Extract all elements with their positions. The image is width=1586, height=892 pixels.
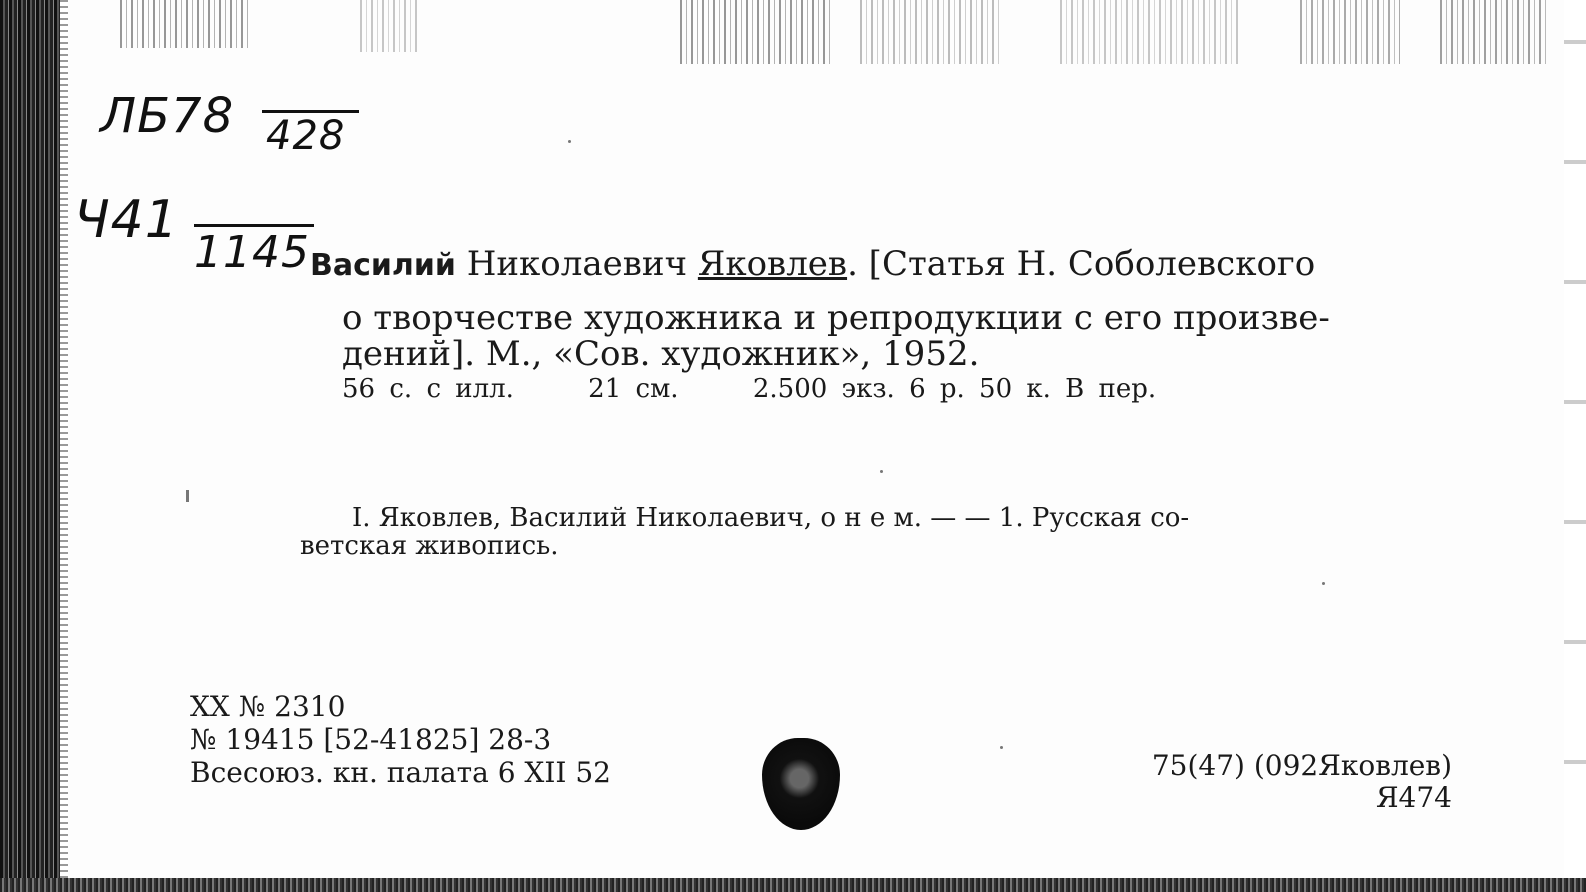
scan-noise	[360, 0, 420, 52]
scan-noise	[1440, 0, 1550, 64]
scan-border-left	[0, 0, 62, 892]
scan-speck	[1322, 582, 1325, 585]
scan-speck	[186, 490, 189, 502]
scan-speck	[880, 470, 883, 473]
scan-noise	[1300, 0, 1400, 64]
pagination: 56 с. с илл.	[342, 374, 514, 404]
ink-blot-stamp	[762, 738, 840, 830]
scan-border-right	[1564, 0, 1586, 892]
registration-number: XX № 2310	[190, 690, 346, 723]
chamber-date: Всесоюз. кн. палата 6 XII 52	[190, 756, 611, 789]
subject-tracings	[300, 504, 1470, 560]
bibliographic-heading	[310, 246, 1470, 284]
author-given-name: Василий	[310, 248, 456, 283]
author-mark: Я474	[1375, 781, 1452, 814]
author-surname: Яковлев	[697, 244, 848, 284]
scan-noise	[120, 0, 250, 48]
shelfmark-top-number: 428	[262, 110, 359, 159]
tracing-line: I. Яковлев, Василий Николаевич, о н е м. — — 1. Русская со-	[352, 503, 1190, 533]
classification-block	[1152, 750, 1452, 814]
scan-border-bottom	[0, 878, 1586, 892]
registration-block	[190, 690, 611, 789]
title-note: . [Статья Н. Соболевского	[847, 244, 1316, 284]
description-line: о творчестве художника и репродукции с его произве-	[342, 298, 1330, 338]
scan-noise	[680, 0, 830, 64]
shelfmark-left-number: 1145	[194, 224, 314, 278]
scan-speck	[1000, 746, 1003, 749]
dimensions: 21 см.	[588, 374, 679, 404]
print-run-price: 2.500 экз. 6 р. 50 к. В пер.	[752, 374, 1157, 404]
scan-noise	[860, 0, 1000, 64]
classification-index: 75(47) (092Яковлев)	[1151, 749, 1452, 782]
order-number: № 19415 [52-41825] 28-3	[190, 723, 552, 756]
shelfmark-left: Ч41	[74, 190, 179, 250]
scan-noise	[1060, 0, 1240, 64]
collation	[342, 374, 1216, 404]
shelfmark-top: ЛБ78	[100, 88, 235, 144]
imprint-line: дений]. М., «Сов. художник», 1952.	[342, 334, 980, 374]
scan-speck	[568, 140, 571, 143]
tracing-line: ветская живопись.	[300, 531, 559, 561]
author-patronymic: Николаевич	[466, 244, 688, 284]
